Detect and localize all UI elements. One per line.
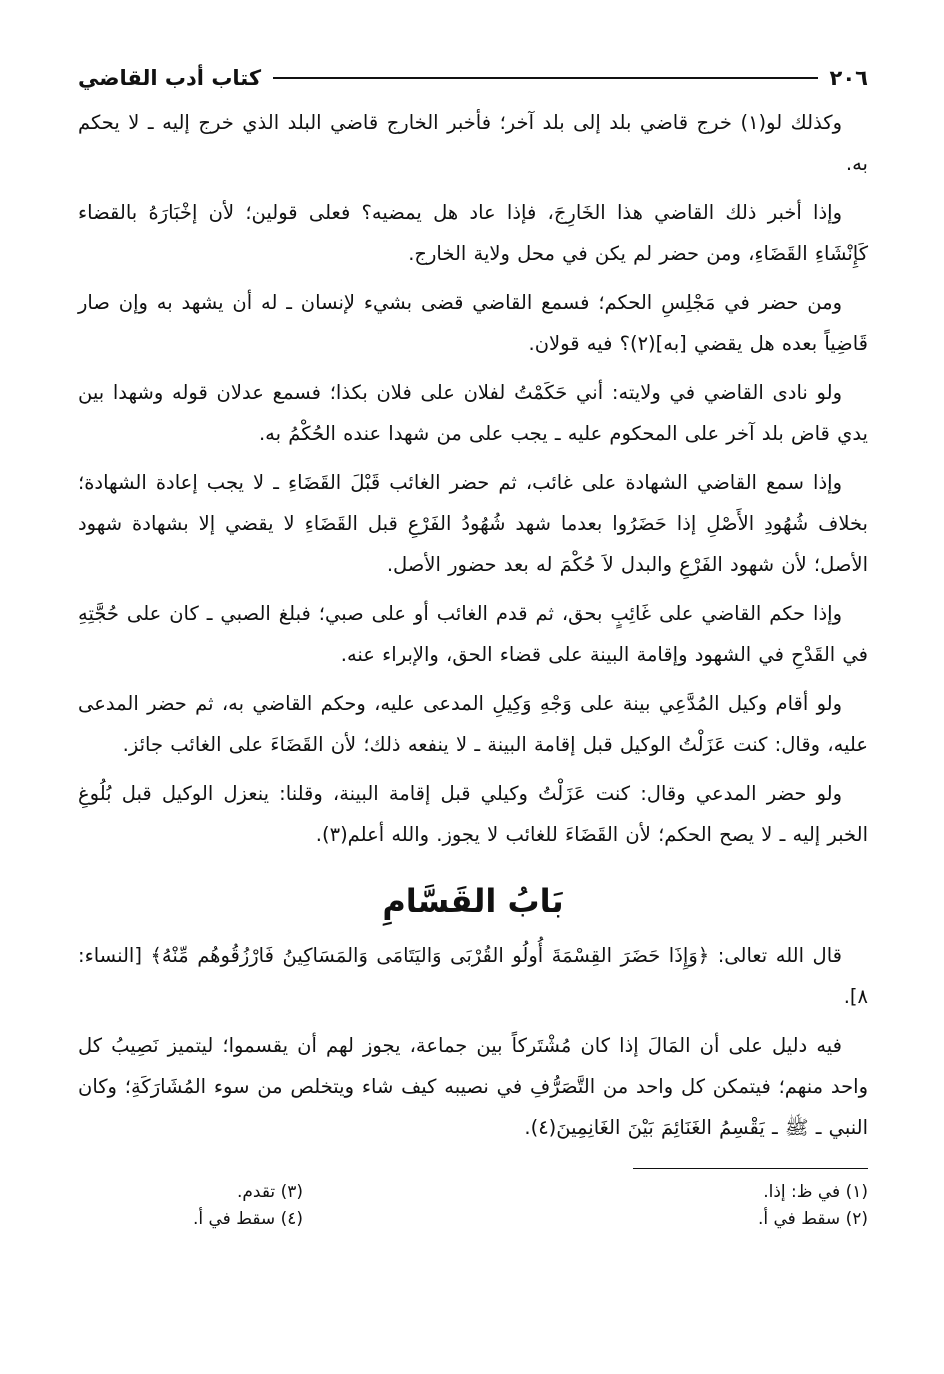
paragraph <box>78 102 868 184</box>
paragraph <box>78 1025 868 1148</box>
paragraph-text: وإذا سمع القاضي الشهادة على غائب، ثم حضر الغائب قَبْلَ القَضَاءِ ـ لا يجب إعادة الشهادة؛ بخلاف شُهُودِ الأَصْلِ إذا حَضَرُوا بعدما شهد شُهُودُ الفَرْعِ قبل القَضَاءِ لا يقضي إلا بشهادة شهود الأصل؛ لأن شهود الفَرْعِ والبدل لاَ حُكْمَ له بعد حضور الأصل. <box>78 471 868 576</box>
footnote-rule <box>633 1168 868 1169</box>
paragraph <box>78 282 868 364</box>
footnote: (٣) تقدم. <box>236 1182 303 1202</box>
header-rule <box>273 77 817 79</box>
page-header <box>78 58 868 98</box>
paragraph <box>78 773 868 855</box>
paragraph-text: ومن حضر في مَجْلِسِ الحكم؛ فسمع القاضي قضى بشيء لإنسان ـ له أن يشهد به وإن صار قَاضِياً بعده هل يقضي [به](٢)؟ فيه قولان. <box>78 291 868 355</box>
footnote: (٤) سقط في أ. <box>192 1209 303 1229</box>
paragraph-text: ولو نادى القاضي في ولايته: أني حَكَمْتُ لفلان على فلان بكذا؛ فسمع عدلان قوله وشهدا بين يدي قاض بلد آخر على المحكوم عليه ـ يجب على من شهدا عنده الحُكْمُ به. <box>78 381 868 445</box>
paragraph <box>78 935 868 1017</box>
chapter-title: بَابُ القَسَّامِ <box>382 882 564 920</box>
body-text <box>78 102 868 855</box>
footnotes-column-left <box>78 1179 453 1233</box>
page-number: ٢٠٦ <box>829 66 868 90</box>
paragraph <box>78 372 868 454</box>
paragraph-text: قال الله تعالى: ﴿وَإِذَا حَضَرَ القِسْمَةَ أُولُو القُرْبَى وَاليَتَامَى وَالمَسَاكِينُ فَارْزُقُوهُم مِّنْهُ﴾ [النساء: ٨]. <box>78 944 868 1008</box>
paragraph <box>78 192 868 274</box>
paragraph <box>78 593 868 675</box>
paragraph-text: وإذا أخبر ذلك القاضي هذا الخَارِجَ، فإذا عاد هل يمضيه؟ فعلى قولين؛ لأن إخْبَارَهُ بالقضاء كَإِنْشَاءِ القَضَاءِ، ومن حضر لم يكن في محل ولاية الخارج. <box>78 201 868 265</box>
chapter-body <box>78 935 868 1148</box>
book-title: كتاب أدب القاضي <box>78 66 262 90</box>
footnote: (٢) سقط في أ. <box>757 1209 868 1229</box>
paragraph <box>78 462 868 585</box>
paragraph-text: ولو حضر المدعي وقال: كنت عَزَلْتُ وكيلي قبل إقامة البينة، وقلنا: ينعزل الوكيل قبل بُلُوغِ الخبر إليه ـ لا يصح الحكم؛ لأن القَضَاءَ للغائب لا يجوز. والله أعلم(٣). <box>78 782 868 846</box>
paragraph-text: فيه دليل على أن المَالَ إذا كان مُشْتَركاً بين جماعة، يجوز لهم أن يقسموا؛ ليتميز نَصِيبُ كل واحد منهم؛ فيتمكن كل واحد من التَّصَرُّفِ في نصيبه كيف شاء ويتخلص من سوء المُشَارَكَةِ؛ وكان النبي ـ ﷺ ـ يَقْسِمُ الغَنَائِمَ بَيْنَ الغَانِمِينَ(٤). <box>78 1034 868 1139</box>
paragraph-text: وكذلك لو(١) خرج قاضي بلد إلى بلد آخر؛ فأخبر الخارج قاضي البلد الذي خرج إليه ـ لا يحكم به. <box>78 111 868 175</box>
footnote: (١) في ظ: إذا. <box>763 1182 868 1202</box>
page <box>78 58 868 1233</box>
paragraph <box>78 683 868 765</box>
paragraph-text: ولو أقام وكيل المُدَّعِي بينة على وَجْهِ وَكِيلِ المدعى عليه، وحكم القاضي به، ثم حضر المدعى عليه، وقال: كنت عَزَلْتُ الوكيل قبل إقامة البينة ـ لا ينفعه ذلك؛ لأن القَضَاءَ على الغائب جائز. <box>78 692 868 756</box>
footnotes-column-right <box>493 1179 868 1233</box>
paragraph-text: وإذا حكم القاضي على غَائِبٍ بحق، ثم قدم الغائب أو على صبي؛ فبلغ الصبي ـ كان على حُجَّتِهِ في القَدْحِ في الشهود وإقامة البينة على قضاء الحق، والإبراء عنه. <box>78 602 868 666</box>
footnotes <box>78 1179 868 1233</box>
